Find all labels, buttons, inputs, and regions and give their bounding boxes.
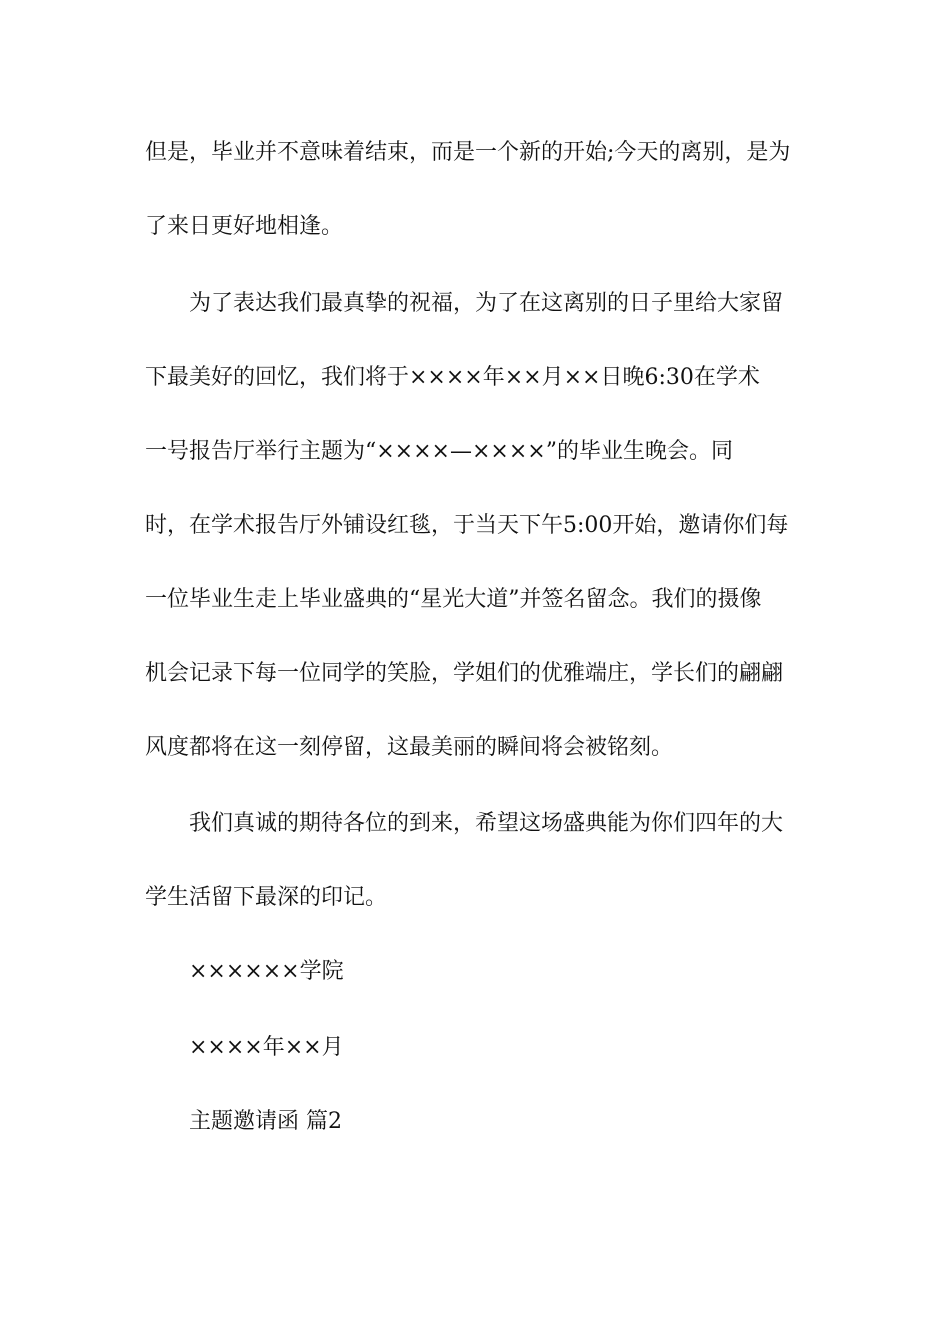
- signature-date: ××××年××月: [189, 1035, 344, 1060]
- paragraph-2-line-7: 风度都将在这一刻停留，这最美丽的瞬间将会被铭刻。: [145, 735, 674, 760]
- paragraph-3-line-2: 学生活留下最深的印记。: [145, 885, 388, 910]
- paragraph-2-line-6: 机会记录下每一位同学的笑脸，学姐们的优雅端庄，学长们的翩翩: [145, 661, 784, 686]
- next-section-title: 主题邀请函 篇2: [189, 1109, 342, 1134]
- paragraph-3-line-1: 我们真诚的期待各位的到来，希望这场盛典能为你们四年的大: [189, 811, 784, 836]
- signature-organization: ××××××学院: [189, 959, 344, 984]
- paragraph-2-line-2: 下最美好的回忆，我们将于××××年××月××日晚6:30在学术: [145, 365, 760, 390]
- paragraph-1-line-2: 了来日更好地相逢。: [145, 214, 344, 239]
- paragraph-2-line-5: 一位毕业生走上毕业盛典的“星光大道”并签名留念。我们的摄像: [145, 587, 762, 612]
- paragraph-1-line-1: 但是，毕业并不意味着结束，而是一个新的开始;今天的离别，是为: [145, 140, 791, 165]
- paragraph-2-line-4: 时，在学术报告厅外铺设红毯，于当天下午5:00开始，邀请你们每: [145, 513, 789, 538]
- paragraph-2-line-1: 为了表达我们最真挚的祝福，为了在这离别的日子里给大家留: [189, 291, 784, 316]
- paragraph-2-line-3: 一号报告厅举行主题为“××××—××××”的毕业生晚会。同: [145, 439, 733, 464]
